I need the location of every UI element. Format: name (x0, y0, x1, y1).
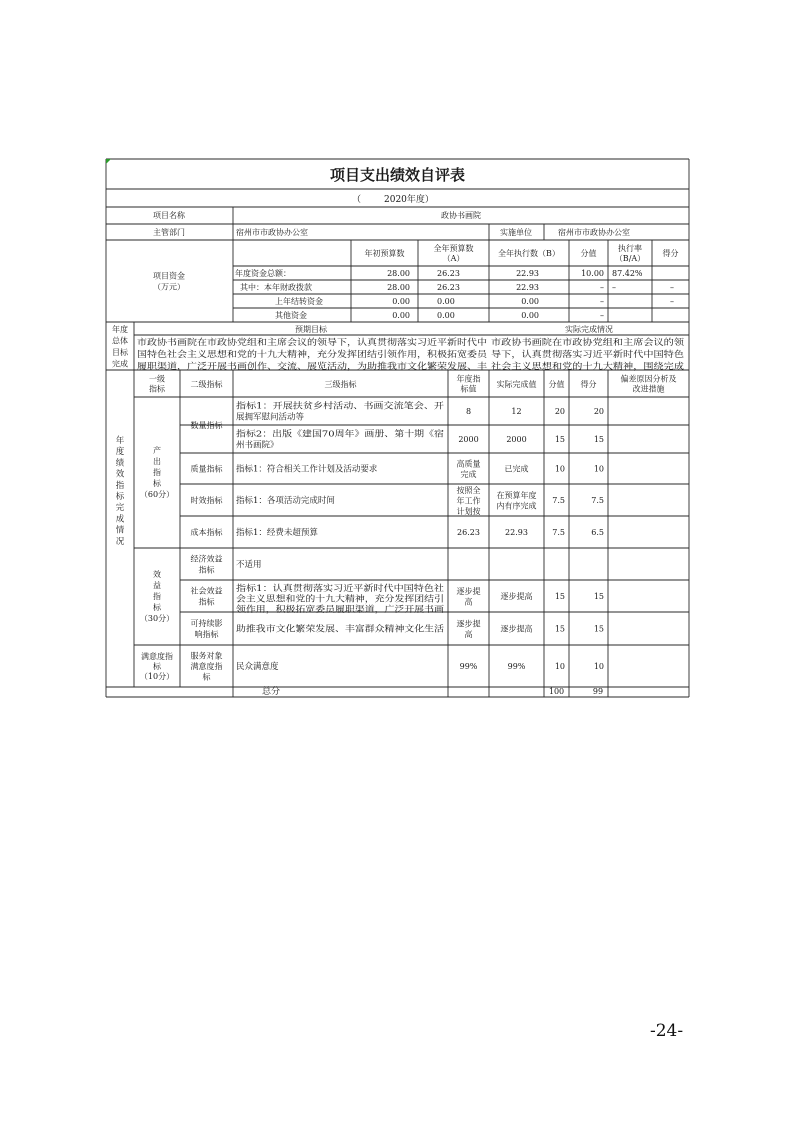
target-value: 高质量 (456, 459, 481, 469)
indicator-header: 分值 (548, 380, 565, 389)
social-indicator: 社会效益 (190, 586, 223, 596)
year-label: （ (352, 195, 362, 205)
funds-full: 0.00 (437, 297, 455, 306)
service-satisfaction-indicator: 满意度指 (190, 662, 223, 671)
score-value: 7.5 (552, 528, 565, 537)
funds-score: – (600, 297, 604, 306)
target-value: 高 (464, 597, 473, 607)
funds-initial: 28.00 (387, 269, 410, 278)
target-value: 8 (465, 407, 472, 416)
project-name-value: 政协书画院 (441, 211, 481, 220)
funds-header: 年初预算数 (364, 249, 405, 258)
level3-indicator-text: 指标1：认真贯彻落实习近平新时代中国特色社 (236, 584, 412, 594)
actual-header: 实际完成情况 (565, 325, 613, 334)
indicator-header: 年度指 (456, 374, 481, 384)
dept-value: 宿州市市政协办公室 (236, 228, 308, 237)
target-value: 2000 (458, 435, 479, 444)
output-indicator-label: 产 (153, 446, 161, 455)
indicator-header: 得分 (580, 380, 597, 389)
funds-full: 26.23 (437, 269, 460, 278)
indicator-header: 实际完成值 (496, 380, 537, 389)
funds-initial: 0.00 (392, 297, 410, 306)
cost-indicator: 成本指标 (190, 528, 223, 537)
level3-indicator-text: 指标1：经费未超预算 (236, 528, 318, 538)
benefit-indicator-label: 益 (153, 581, 161, 590)
sustainable-indicator: 响指标 (194, 630, 219, 639)
actual-text: 导下，认真贯彻落实习近平新时代中国特色 (491, 350, 653, 360)
level3-indicator-text: 会主义思想和党的十九大精神，充分发挥团结引 (236, 594, 415, 605)
impl-value: 宿州市市政协办公室 (558, 228, 630, 237)
level3-indicator-text: 领作用，积极拓宽委员履职渠道，广泛开展书画 (236, 605, 415, 615)
score-value: 20 (554, 407, 565, 416)
timeliness-indicator: 时效指标 (190, 496, 223, 505)
funds-rate: – (612, 283, 616, 292)
indicators-side-label: 度 (115, 447, 125, 458)
goals-label: 年度 (112, 324, 128, 334)
actual-value: 逐步提高 (500, 624, 533, 634)
quality-indicator: 质量指标 (190, 464, 223, 474)
target-value: 完成 (460, 469, 477, 479)
actual-value: 逐步提高 (500, 592, 533, 601)
got-value: 15 (593, 435, 604, 444)
satisfaction-indicator-label: （10分） (139, 672, 175, 681)
benefit-indicator-label: 效 (153, 570, 161, 579)
actual-value: 99% (507, 662, 526, 671)
goals-label: 完成 (112, 359, 128, 369)
target-value: 按照全 (456, 486, 481, 495)
output-indicator-label: （60分） (139, 490, 175, 499)
indicators-side-label: 况 (115, 536, 125, 547)
target-value: 26.23 (457, 528, 480, 537)
benefit-indicator-label: 标 (153, 603, 161, 612)
actual-value: 在预算年度 (496, 490, 537, 500)
economic-indicator: 指标 (198, 565, 215, 575)
funds-exec: 22.93 (516, 269, 539, 278)
social-indicator: 指标 (198, 597, 215, 607)
output-indicator-label: 指 (153, 468, 161, 477)
score-value: 7.5 (552, 496, 565, 505)
level3-indicator-text: 不适用 (236, 560, 262, 570)
expected-text: 国特色社会主义思想和党的十九大精神，充分发挥团结引领作用，积极拓宽委员 (137, 350, 435, 360)
score-value: 10 (554, 464, 565, 474)
got-value: 20 (593, 407, 604, 416)
total-score: 100 (548, 687, 565, 696)
funds-full: 0.00 (437, 311, 455, 320)
target-value: 99% (459, 662, 478, 671)
score-value: 15 (554, 435, 565, 444)
funds-got: – (670, 283, 674, 292)
funds-row-label: 年度资金总额： (235, 269, 291, 278)
score-value: 15 (554, 624, 565, 634)
page-number: -24- (650, 1021, 684, 1041)
funds-exec: 0.00 (521, 297, 539, 306)
actual-value: 2000 (506, 435, 527, 444)
actual-value: 内有序完成 (496, 501, 537, 511)
target-value: 逐步提 (456, 619, 481, 629)
funds-row-label: 其他资金 (275, 311, 307, 320)
satisfaction-indicator-label: 满意度指 (141, 652, 173, 661)
indicator-header: 一级 (149, 374, 165, 384)
dept-label: 主管部门 (153, 228, 185, 237)
target-value: 计划按 (456, 507, 481, 516)
actual-text: 市政协书画院在市政协党组和主席会议的领 (491, 338, 653, 348)
actual-value: 已完成 (504, 464, 529, 474)
table-text (112, 166, 685, 697)
impl-label: 实施单位 (500, 228, 532, 237)
funds-score: 10.00 (581, 269, 604, 278)
economic-indicator: 经济效益 (190, 554, 223, 564)
quantity-indicator: 数量指标 (190, 421, 223, 430)
satisfaction-indicator-label: 标 (153, 662, 161, 671)
level3-indicator-text: 指标1：符合相关工作计划及活动要求 (236, 464, 378, 475)
level3-indicator-text: 指标1：开展扶贫乡村活动、书画交流笔会、开 (236, 401, 412, 412)
score-value: 10 (554, 662, 565, 671)
target-value: 年工作 (456, 496, 481, 506)
indicator-header: 指标 (149, 384, 165, 394)
form-title: 项目支出绩效自评表 (329, 166, 466, 184)
funds-label: （万元） (153, 282, 185, 292)
goals-label: 总体 (112, 336, 128, 346)
funds-full: 26.23 (437, 283, 460, 292)
project-name-label: 项目名称 (153, 211, 185, 220)
funds-exec: 0.00 (521, 311, 539, 320)
output-indicator-label: 标 (153, 479, 161, 488)
funds-got: – (670, 297, 674, 306)
indicator-header: 改进措施 (632, 384, 665, 394)
year-label: 2020年度） (384, 195, 434, 205)
funds-label: 项目资金 (153, 271, 185, 281)
target-value: 逐步提 (456, 586, 481, 596)
expected-text: 履职渠道，广泛开展书画创作、交流、展览活动，为助推我市文化繁荣发展、丰 (137, 362, 435, 372)
funds-header: 得分 (662, 249, 679, 258)
got-value: 7.5 (591, 496, 604, 505)
actual-value: 22.93 (505, 528, 528, 537)
indicator-header: 二级指标 (190, 380, 223, 389)
total-label: 总分 (261, 687, 281, 697)
funds-rate: 87.42% (612, 269, 643, 278)
actual-text: 社会主义思想和党的十九大精神，围绕完成 (491, 362, 653, 372)
funds-row-label: 上年结转资金 (275, 297, 323, 306)
cell-marker-icon (106, 159, 111, 164)
indicator-header: 偏差原因分析及 (620, 374, 677, 384)
funds-header: 全年执行数（B） (498, 249, 560, 258)
funds-header: （A） (442, 254, 465, 263)
service-satisfaction-indicator: 服务对象 (190, 651, 223, 661)
score-value: 15 (554, 592, 565, 601)
level3-indicator-text: 展拥军慰问活动等 (236, 412, 305, 423)
funds-header: （B/A） (614, 254, 646, 263)
indicators-side-label: 情 (115, 525, 125, 536)
funds-header: 执行率 (618, 244, 642, 253)
got-value: 10 (593, 464, 604, 474)
indicator-header: 标值 (460, 384, 477, 394)
benefit-indicator-label: 指 (153, 592, 161, 601)
output-indicator-label: 出 (153, 457, 161, 466)
goals-label: 目标 (112, 347, 128, 357)
got-value: 15 (593, 592, 604, 601)
got-value: 10 (593, 662, 604, 671)
level3-indicator-text: 助推我市文化繁荣发展、丰富群众精神文化生活 (236, 624, 415, 635)
indicators-side-label: 成 (115, 514, 125, 525)
level3-indicator-text: 州书画院》 (236, 440, 279, 451)
benefit-indicator-label: （30分） (139, 614, 175, 623)
expected-text: 市政协书画院在市政协党组和主席会议的领导下，认真贯彻落实习近平新时代中 (137, 338, 435, 348)
target-value: 高 (464, 629, 473, 639)
funds-initial: 0.00 (392, 311, 410, 320)
got-value: 15 (593, 624, 604, 634)
funds-score: – (600, 311, 604, 320)
level3-indicator-text: 指标2：出版《建国70周年》画册、第十期《宿 (236, 429, 414, 440)
actual-value: 12 (511, 407, 522, 416)
indicators-side-label: 指 (115, 480, 125, 491)
funds-score: – (600, 283, 604, 292)
level3-indicator-text: 民众满意度 (236, 662, 279, 672)
indicators-side-label: 标 (115, 492, 125, 502)
funds-row-label: 其中：本年财政拨款 (240, 283, 312, 292)
service-satisfaction-indicator: 标 (202, 672, 211, 682)
indicators-side-label: 年 (115, 436, 125, 446)
indicators-side-label: 绩 (115, 458, 125, 469)
indicator-header: 三级指标 (324, 380, 357, 389)
funds-exec: 22.93 (516, 283, 539, 292)
indicators-side-label: 效 (115, 469, 125, 480)
got-value: 6.5 (591, 528, 604, 537)
funds-header: 全年预算数 (433, 244, 474, 253)
sustainable-indicator: 可持续影 (190, 619, 223, 628)
indicators-side-label: 完 (115, 503, 125, 514)
funds-initial: 28.00 (387, 283, 410, 292)
level3-indicator-text: 指标1：各项活动完成时间 (236, 496, 335, 506)
expected-header: 预期目标 (295, 325, 327, 334)
total-got: 99 (592, 687, 604, 696)
funds-header: 分值 (580, 249, 597, 258)
